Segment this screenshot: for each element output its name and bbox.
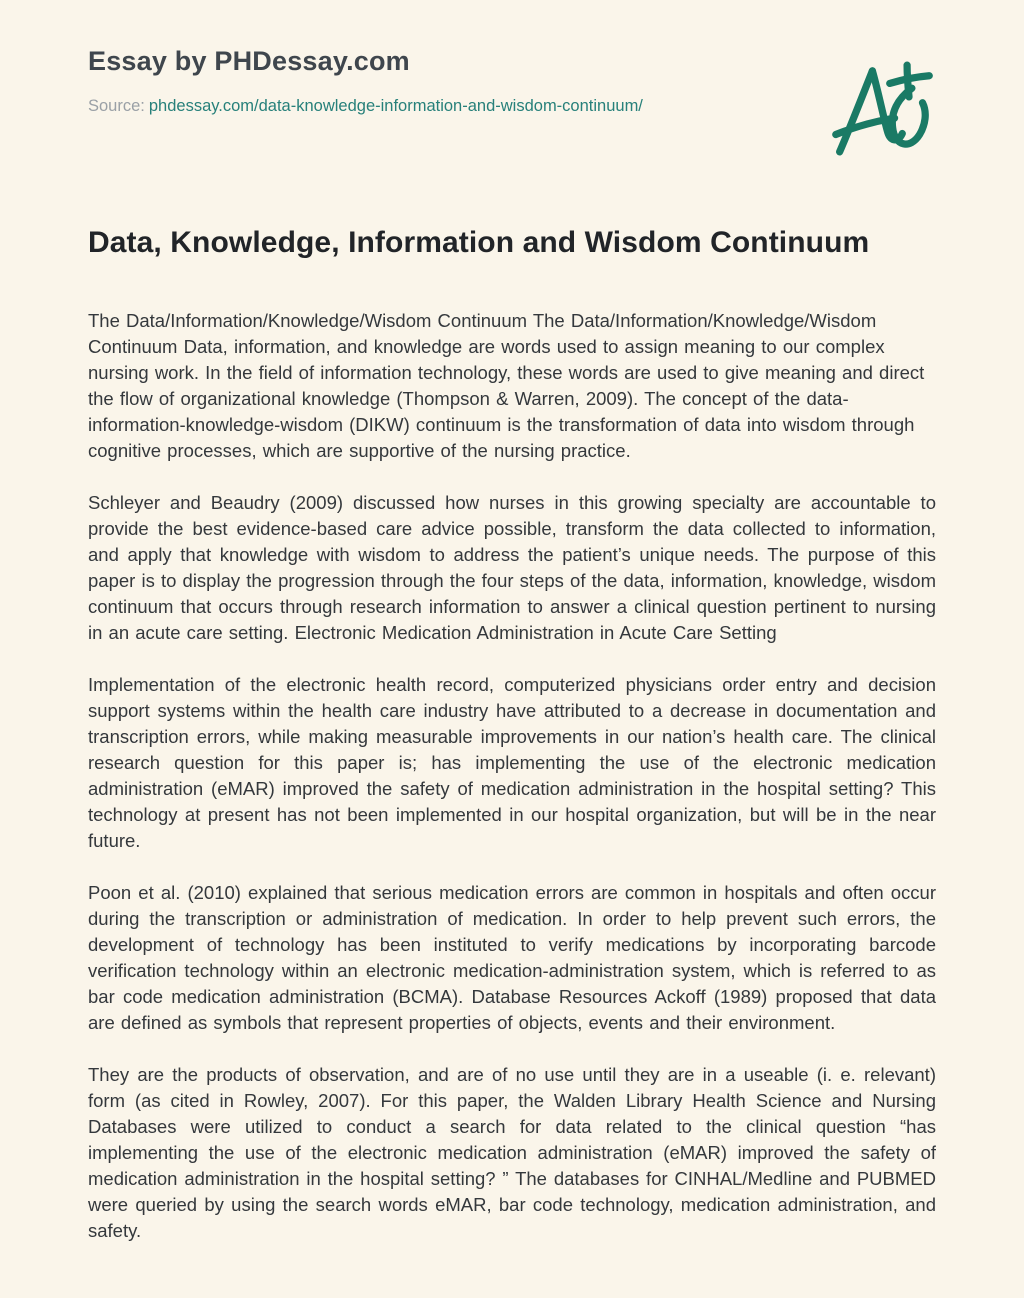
paragraph: They are the products of observation, and are of no use until they are in a useable (i. e. relevant) form (as cited in Rowley, 2007). For this paper, the Walden Library Health Science and Nursing Databases were utilized to conduct a search for data related to the clinical question “has implementing the use of the electronic medication administration (eMAR) improved the safety of medication administration in the hospital setting? ” The databases for CINHAL/Medline and PUBMED were queried by using the search words eMAR, bar code technology, medication administration, and safety. [88, 1064, 936, 1241]
paragraph: The Data/Information/Knowledge/Wisdom Continuum The Data/Information/Knowledge/Wisdom Continuum Data, information, and knowledge are words used to assign meaning to our complex nursing work. In the field of information technology, these words are used to give meaning and direct the flow of organizational knowledge (Thompson & Warren, 2009). The concept of the data-information-knowledge-wisdom (DIKW) continuum is the transformation of data into wisdom through cognitive processes, which are supportive of the nursing practice. [88, 310, 925, 461]
source-line [88, 97, 643, 116]
source-label: Source: [88, 97, 145, 115]
paragraph: Implementation of the electronic health record, computerized physicians order entry and decision support systems within the health care industry have attributed to a decrease in documentation and transcription errors, while making measurable improvements in our nation’s health care. The clinical research question for this paper is; has implementing the use of the electronic medication administration (eMAR) improved the safety of medication administration in the hospital setting? This technology at present has not been implemented in our hospital organization, but will be in the near future. [88, 674, 936, 851]
paragraph: Poon et al. (2010) explained that serious medication errors are common in hospitals and often occur during the transcription or administration of medication. In order to help prevent such errors, the development of technology has been instituted to verify medications by incorporating barcode verification technology within an electronic medication-administration system, which is referred to as bar code medication administration (BCMA). Database Resources Ackoff (1989) proposed that data are defined as symbols that represent properties of objects, events and their environment. [88, 882, 936, 1033]
phdessay-a-plus-logo-icon [830, 52, 936, 164]
essay-title: Data, Knowledge, Information and Wisdom Continuum [88, 226, 870, 259]
source-link[interactable]: phdessay.com/data-knowledge-information-and-wisdom-continuum/ [148, 97, 643, 115]
brand-title: Essay by PHDessay.com [88, 46, 410, 76]
header-text-block [88, 46, 643, 116]
page-header [88, 46, 936, 164]
paragraph: Schleyer and Beaudry (2009) discussed how nurses in this growing specialty are accountable to provide the best evidence-based care advice possible, transform the data collected to information, and apply that knowledge with wisdom to address the patient’s unique needs. The purpose of this paper is to display the progression through the four steps of the data, information, knowledge, wisdom continuum that occurs through research information to answer a clinical question pertinent to nursing in an acute care setting. Electronic Medication Administration in Acute Care Setting [88, 492, 936, 643]
article-body [88, 308, 936, 1298]
